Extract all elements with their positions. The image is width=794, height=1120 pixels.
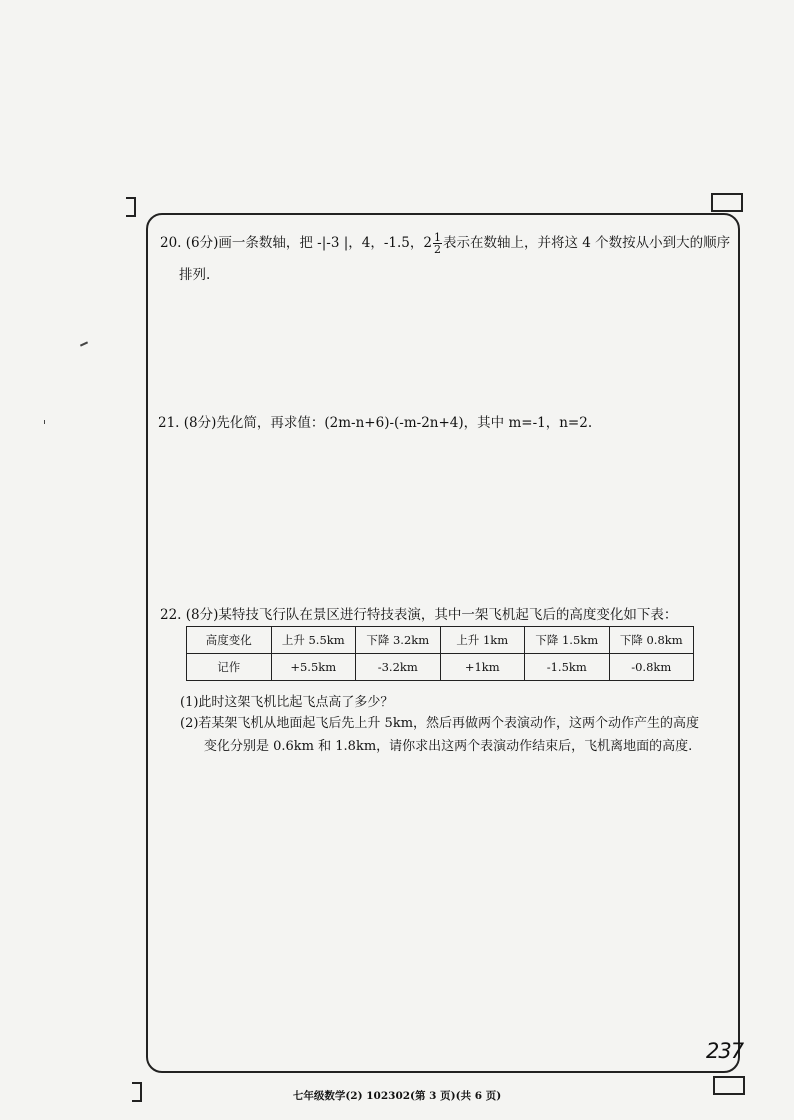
fraction [433, 232, 442, 255]
table-cell: 下降 1.5km [525, 627, 610, 654]
table-cell: 下降 0.8km [609, 627, 694, 654]
table-cell: -3.2km [356, 654, 441, 681]
table-row [187, 654, 694, 681]
table-cell: -0.8km [609, 654, 694, 681]
fraction-denominator: 2 [433, 243, 441, 256]
page-footer: 七年级数学(2) 102302(第 3 页)(共 6 页) [292, 1090, 502, 1102]
question-22-part-2-line2: 变化分别是 0.6km 和 1.8km，请你求出这两个表演动作结束后，飞机离地面的高度. [204, 739, 693, 754]
table-cell: -1.5km [525, 654, 610, 681]
table-row [187, 627, 694, 654]
top-right-box [711, 193, 743, 212]
table-cell: +1km [440, 654, 525, 681]
question-22: 22. (8分)某特技飞行队在景区进行特技表演，其中一架飞机起飞后的高度变化如下表： [160, 607, 678, 623]
question-21: 21. (8分)先化简，再求值：(2m-n+6)-(-m-2n+4)，其中 m=-1，n=2. [158, 415, 593, 431]
table-header-cell: 高度变化 [187, 627, 272, 654]
table-header-cell: 记作 [187, 654, 272, 681]
scan-speck [44, 420, 45, 424]
question-22-part-2: (2)若某架飞机从地面起飞后先上升 5km，然后再做两个表演动作，这两个动作产生的高度 [180, 716, 700, 731]
top-left-bracket [126, 197, 136, 217]
question-20 [160, 232, 730, 255]
table-cell: +5.5km [271, 654, 356, 681]
fraction-numerator: 1 [433, 231, 441, 244]
question-22-part-1: (1)此时这架飞机比起飞点高了多少？ [180, 695, 394, 710]
question-20-line2: 排列. [179, 267, 211, 283]
table-cell: 上升 5.5km [271, 627, 356, 654]
handwritten-page-number: 237 [706, 1039, 744, 1063]
altitude-table [186, 626, 694, 681]
table-cell: 下降 3.2km [356, 627, 441, 654]
table-cell: 上升 1km [440, 627, 525, 654]
q20-suffix: 表示在数轴上，并将这 4 个数按从小到大的顺序 [442, 235, 731, 251]
q20-prefix: 20. (6分)画一条数轴，把 -|-3 |，4，-1.5，2 [160, 235, 432, 251]
scan-speck [80, 341, 88, 346]
